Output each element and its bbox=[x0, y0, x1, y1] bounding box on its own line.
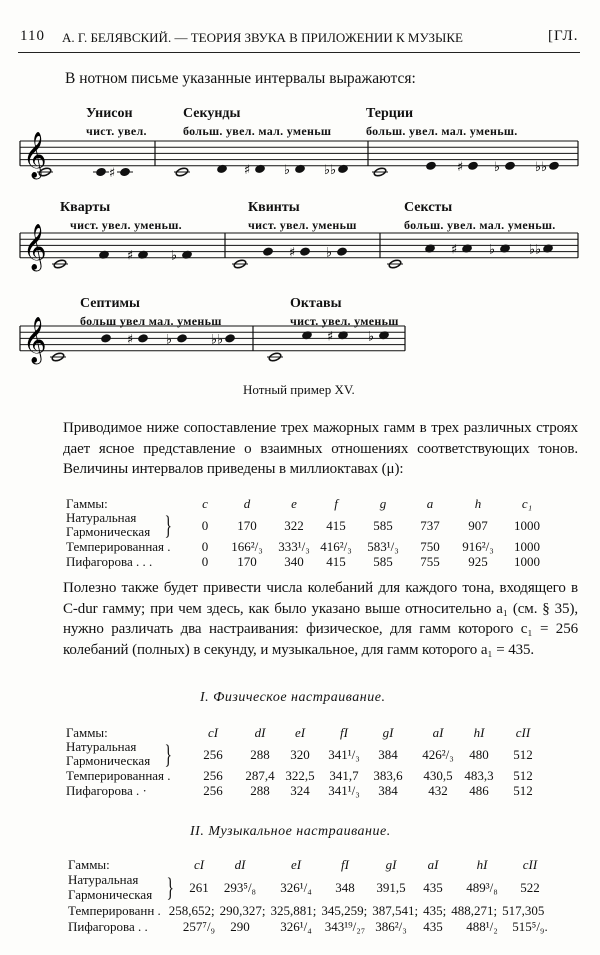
row-label: Темперированная . bbox=[66, 539, 171, 554]
interval-title: Октавы bbox=[290, 296, 342, 311]
column-header: f bbox=[334, 496, 338, 511]
note bbox=[225, 334, 236, 343]
note bbox=[263, 247, 274, 256]
row-label: Гармоническая bbox=[66, 753, 151, 768]
table-cell: 341¹/₃ bbox=[328, 783, 360, 798]
millioctave-table bbox=[0, 497, 600, 569]
table-cell: 907 bbox=[468, 518, 488, 533]
table-cell: 256 bbox=[203, 783, 223, 798]
column-header: e bbox=[291, 496, 297, 511]
table-cell: 326¹/₄ bbox=[280, 919, 312, 934]
row-label: Натуральная bbox=[66, 510, 137, 525]
flat-icon: ♭ bbox=[367, 329, 375, 345]
row-label: Гармоническая bbox=[68, 887, 153, 902]
table-cell: 341¹/₃ bbox=[328, 747, 360, 762]
interval-sub: чист. увел. уменьш bbox=[290, 314, 399, 328]
column-header: fI bbox=[340, 725, 348, 740]
table-cell: 384 bbox=[378, 747, 398, 762]
column-header: c₁ bbox=[521, 496, 533, 511]
table-cell: 256 bbox=[203, 768, 223, 783]
flat-icon: ♭ bbox=[325, 245, 333, 261]
table-header-label: Гаммы: bbox=[66, 725, 108, 740]
interval-title: Секунды bbox=[183, 106, 241, 121]
interval-sub: чист. увел. уменьш. bbox=[70, 218, 182, 232]
table-cell: 325,881; bbox=[270, 903, 317, 918]
table-cell: 333¹/₃ bbox=[278, 539, 310, 554]
chapter-mark: [ГЛ. bbox=[548, 28, 579, 44]
row-label: Темперированная . bbox=[66, 768, 171, 783]
table-cell: 483,3 bbox=[464, 768, 494, 783]
column-header: eI bbox=[294, 725, 306, 740]
interval-title: Сексты bbox=[404, 200, 453, 215]
table-cell: 435 bbox=[423, 919, 443, 934]
interval-sub: чист. увел. уменьш bbox=[248, 218, 357, 232]
table-cell: 1000 bbox=[514, 554, 540, 569]
brace: } bbox=[164, 740, 172, 769]
table-cell: 256 bbox=[203, 747, 223, 762]
table-cell: 432 bbox=[428, 783, 448, 798]
table-cell: 916²/₃ bbox=[462, 539, 494, 554]
flat-icon: ♭ bbox=[493, 159, 501, 175]
note bbox=[120, 167, 131, 176]
note bbox=[505, 161, 516, 170]
table-cell: 343¹⁹/₂₇ bbox=[324, 919, 366, 934]
column-header: dI bbox=[254, 725, 266, 740]
section-heading-musical: II. Музыкальное настраивание. bbox=[190, 824, 391, 839]
table-cell: 170 bbox=[237, 518, 257, 533]
flat-icon: ♭♭ bbox=[528, 242, 542, 258]
note bbox=[300, 247, 311, 256]
column-header: hI bbox=[476, 857, 488, 872]
table-cell: 585 bbox=[373, 554, 393, 569]
treble-clef-icon: 𝄞 bbox=[23, 317, 47, 363]
table-cell: 290,327; bbox=[219, 903, 266, 918]
paragraph-1: Приводимое ниже сопоставление трех мажорных гамм в трех различных строях дает ясное представление о взаимных отношениях соответствующих тонов. Величины интервалов приведены в миллиоктавах (μ): bbox=[63, 420, 578, 477]
table-cell: 512 bbox=[513, 747, 533, 762]
table-cell: 512 bbox=[513, 768, 533, 783]
table-header-label: Гаммы: bbox=[66, 496, 108, 511]
table-cell: 322 bbox=[284, 518, 304, 533]
column-header: a bbox=[426, 496, 434, 511]
paragraph-2: Полезно также будет привести числа колебаний для каждого тона, входящего в C-dur гамму; при чем здесь, как было указано выше относительно a₁ (см. § 35), нужно различать два настраивания: физическое, для гамм которого c₁ = 256 колебаний (полных) в секунду, и музыкальное, для гамм которого a₁ = 435. bbox=[63, 580, 578, 658]
table-cell: 0 bbox=[201, 539, 209, 554]
note bbox=[549, 161, 560, 170]
table-cell: 488¹/₂ bbox=[466, 919, 498, 934]
table-cell: 426²/₃ bbox=[422, 747, 454, 762]
interval-title: Унисон bbox=[86, 106, 133, 121]
interval-title: Септимы bbox=[80, 296, 140, 311]
table-cell: 383,6 bbox=[373, 768, 403, 783]
table-cell: 755 bbox=[420, 554, 440, 569]
interval-title: Терции bbox=[366, 106, 414, 121]
column-header: d bbox=[243, 496, 251, 511]
row-label: Натуральная bbox=[66, 739, 137, 754]
table-cell: 522 bbox=[520, 880, 540, 895]
table-cell: 384 bbox=[378, 783, 398, 798]
table-cell: 261 bbox=[189, 880, 209, 895]
table-header-label: Гаммы: bbox=[68, 857, 110, 872]
column-header: g bbox=[379, 496, 387, 511]
running-title: А. Г. БЕЛЯВСКИЙ. — ТЕОРИЯ ЗВУКА В ПРИЛОЖЕНИИ К МУЗЫКЕ bbox=[62, 30, 463, 45]
table-cell: 435; bbox=[423, 903, 447, 918]
sharp-icon: ♯ bbox=[108, 166, 116, 181]
note bbox=[177, 334, 188, 343]
interval-title: Квинты bbox=[248, 200, 300, 215]
table-cell: 288 bbox=[250, 747, 270, 762]
table-cell: 416²/₃ bbox=[320, 539, 352, 554]
row-label: Пифагорова . · bbox=[66, 783, 147, 798]
table-cell: 293⁵/₈ bbox=[223, 880, 257, 895]
column-header: gI bbox=[382, 725, 394, 740]
flat-icon: ♭♭ bbox=[534, 159, 548, 175]
table-cell: 517,305 bbox=[502, 903, 545, 918]
interval-title: Кварты bbox=[60, 200, 111, 215]
header-rule bbox=[18, 52, 580, 53]
row-label: Гармоническая bbox=[66, 524, 151, 539]
table-cell: 324 bbox=[290, 783, 310, 798]
table-cell: 287,4 bbox=[245, 768, 275, 783]
table-cell: 415 bbox=[326, 554, 346, 569]
column-header: c bbox=[202, 496, 208, 511]
table-cell: 480 bbox=[469, 747, 489, 762]
interval-sub: больш. увел. мал. уменьш. bbox=[404, 218, 556, 232]
sharp-icon: ♯ bbox=[126, 248, 134, 264]
table-cell: 258,652; bbox=[168, 903, 215, 918]
table-cell: 0 bbox=[201, 518, 209, 533]
brace: } bbox=[164, 511, 172, 540]
note bbox=[101, 334, 112, 343]
flat-icon: ♭♭ bbox=[210, 332, 224, 348]
sharp-icon: ♯ bbox=[243, 162, 251, 178]
table-cell: 585 bbox=[373, 518, 393, 533]
table-cell: 170 bbox=[237, 554, 257, 569]
table-cell: 925 bbox=[468, 554, 488, 569]
table-cell: 430,5 bbox=[423, 768, 453, 783]
interval-sub: больш. увел. мал. уменьш. bbox=[366, 124, 518, 138]
intro-text: В нотном письме указанные интервалы выражаются: bbox=[65, 70, 416, 87]
note bbox=[426, 161, 437, 170]
table-cell: 340 bbox=[284, 554, 304, 569]
row-label: Темперированн . bbox=[68, 903, 161, 918]
table-cell: 326¹/₄ bbox=[280, 880, 312, 895]
table-cell: 0 bbox=[201, 554, 209, 569]
column-header: dI bbox=[234, 857, 246, 872]
interval-sub: больш увел мал. уменьш bbox=[80, 314, 222, 328]
table-cell: 737 bbox=[420, 518, 440, 533]
column-header: aI bbox=[432, 725, 444, 740]
column-header: aI bbox=[427, 857, 439, 872]
row-label: Натуральная bbox=[68, 872, 139, 887]
column-header: fI bbox=[341, 857, 349, 872]
table-cell: 583¹/₃ bbox=[367, 539, 399, 554]
sharp-icon: ♯ bbox=[288, 245, 296, 261]
table-cell: 386²/₃ bbox=[375, 919, 407, 934]
column-header: cI bbox=[207, 725, 219, 740]
interval-sub: чист. увел. bbox=[86, 124, 147, 138]
musical-tuning-table bbox=[0, 858, 600, 938]
table-cell: 322,5 bbox=[285, 768, 315, 783]
column-header: h bbox=[474, 496, 482, 511]
flat-icon: ♭ bbox=[170, 248, 178, 264]
table-cell: 391,5 bbox=[376, 880, 406, 895]
sharp-icon: ♯ bbox=[326, 329, 334, 345]
table-cell: 750 bbox=[420, 539, 440, 554]
figure-caption: Нотный пример XV. bbox=[243, 382, 355, 397]
note bbox=[138, 334, 149, 343]
physical-tuning-table bbox=[0, 726, 600, 798]
column-header: cI bbox=[193, 857, 205, 872]
note bbox=[468, 161, 479, 170]
table-cell: 1000 bbox=[514, 518, 540, 533]
column-header: hI bbox=[473, 725, 485, 740]
page-number: 110 bbox=[20, 28, 45, 44]
row-label: Пифагорова . . bbox=[68, 919, 148, 934]
table-cell: 435 bbox=[423, 880, 443, 895]
table-cell: 345,259; bbox=[321, 903, 368, 918]
table-cell: 341,7 bbox=[329, 768, 359, 783]
column-header: cII bbox=[515, 725, 531, 740]
column-header: eI bbox=[290, 857, 302, 872]
table-cell: 320 bbox=[290, 747, 310, 762]
sharp-icon: ♯ bbox=[450, 242, 458, 258]
table-cell: 486 bbox=[469, 783, 489, 798]
table-cell: 348 bbox=[335, 880, 355, 895]
sharp-icon: ♯ bbox=[456, 159, 464, 175]
flat-icon: ♭ bbox=[488, 242, 496, 258]
note bbox=[337, 247, 348, 256]
sharp-icon: ♯ bbox=[126, 332, 134, 348]
column-header: gI bbox=[385, 857, 397, 872]
table-cell: 1000 bbox=[514, 539, 540, 554]
interval-sub: больш. увел. мал. уменьш bbox=[183, 124, 332, 138]
brace: } bbox=[166, 873, 174, 902]
flat-icon: ♭ bbox=[165, 332, 173, 348]
table-row bbox=[68, 904, 544, 917]
table-cell: 515⁵/₉. bbox=[512, 919, 548, 934]
flat-icon: ♭ bbox=[283, 162, 291, 178]
note bbox=[96, 167, 107, 176]
section-heading-physical: I. Физическое настраивание. bbox=[200, 690, 386, 705]
table-cell: 166²/₃ bbox=[231, 539, 263, 554]
table-cell: 288 bbox=[250, 783, 270, 798]
table-cell: 290 bbox=[230, 919, 250, 934]
table-cell: 415 bbox=[326, 518, 346, 533]
table-cell: 512 bbox=[513, 783, 533, 798]
table-cell: 488,271; bbox=[451, 903, 498, 918]
table-cell: 387,541; bbox=[372, 903, 419, 918]
column-header: cII bbox=[522, 857, 538, 872]
table-cell: 489³/₈ bbox=[466, 880, 498, 895]
treble-clef-icon: 𝄞 bbox=[23, 224, 47, 270]
treble-clef-icon: 𝄞 bbox=[23, 132, 47, 178]
row-label: Пифагорова . . . bbox=[66, 554, 153, 569]
table-cell: 257⁷/₉ bbox=[182, 919, 216, 934]
flat-icon: ♭♭ bbox=[323, 162, 337, 178]
